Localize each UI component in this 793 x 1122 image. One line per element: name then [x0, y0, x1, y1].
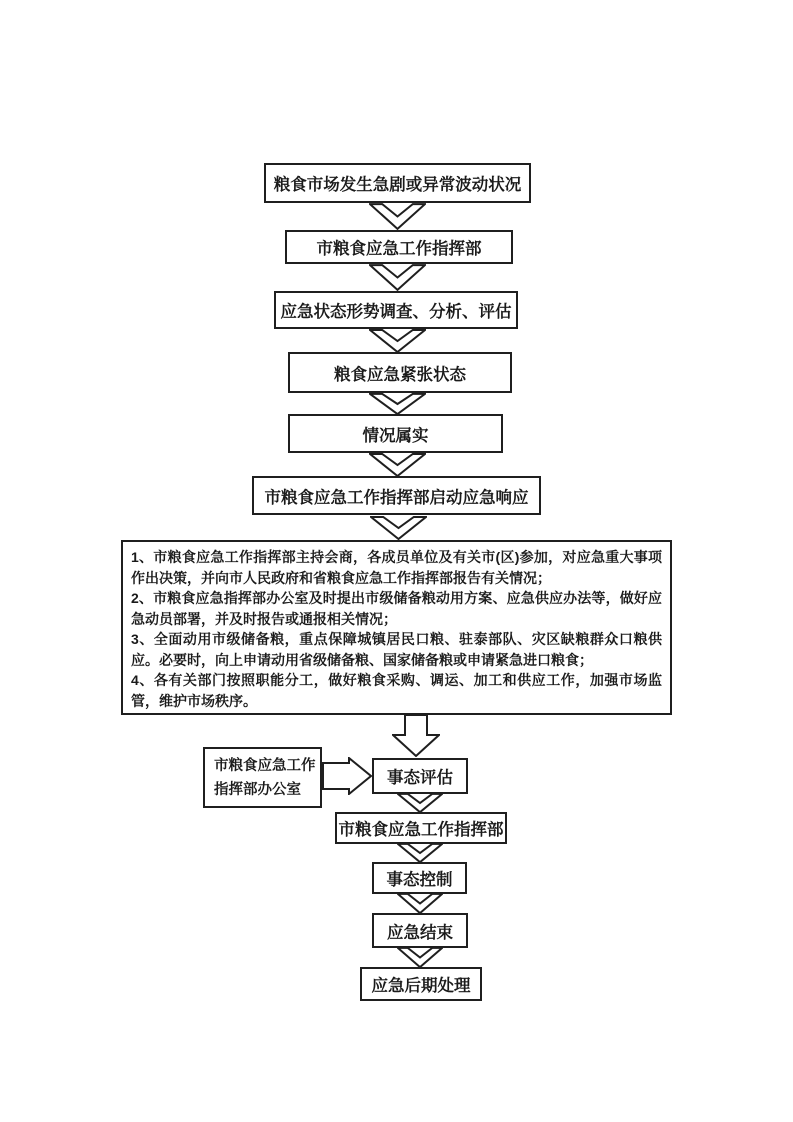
node-tension-state	[288, 352, 512, 393]
chevron-down-arrow-icon	[397, 947, 443, 968]
chevron-down-arrow-icon	[369, 393, 426, 415]
chevron-down-arrow-icon	[369, 203, 426, 230]
node-office	[203, 747, 322, 808]
block-arrow-down-icon	[392, 714, 440, 757]
chevron-down-arrow-icon	[369, 329, 426, 353]
node-activate-response	[252, 476, 541, 515]
node-end-label: 应急结束	[387, 923, 453, 942]
node-command-center-2	[335, 812, 507, 844]
node-assessment-label: 事态评估	[387, 769, 453, 787]
chevron-down-arrow-icon	[370, 516, 427, 540]
node-post-handling	[360, 967, 482, 1001]
node-investigation-label: 应急状态形势调查、分析、评估	[280, 303, 512, 321]
chevron-down-arrow-icon	[397, 793, 443, 813]
detail-item-2: 2、市粮食应急指挥部办公室及时提出市级储备粮动用方案、应急供应办法等，做好应急动员部署，并及时报告或通报相关情况；	[131, 590, 662, 627]
chevron-down-arrow-icon	[369, 264, 426, 291]
detail-box-response-measures	[121, 540, 672, 715]
node-situation-verified	[288, 414, 503, 453]
chevron-down-arrow-icon	[397, 893, 443, 914]
node-command-center-2-label: 市粮食应急工作指挥部	[338, 821, 504, 839]
node-tension-state-label: 粮食应急紧张状态	[334, 365, 466, 384]
detail-item-4: 4、各有关部门按照职能分工，做好粮食采购、调运、加工和供应工作，加强市场监管，维护市场秩序。	[131, 672, 662, 709]
node-office-label: 市粮食应急工作指挥部办公室	[214, 757, 316, 798]
node-command-center-label: 市粮食应急工作指挥部	[316, 240, 482, 258]
node-control	[372, 862, 467, 894]
detail-item-1: 1、市粮食应急工作指挥部主持会商，各成员单位及有关市(区)参加，对应急重大事项作出决策，并向市人民政府和省粮食应急工作指挥部报告有关情况；	[131, 549, 662, 586]
detail-item-3: 3、全面动用市级储备粮，重点保障城镇居民口粮、驻泰部队、灾区缺粮群众口粮供应。必要时，向上申请动用省级储备粮、国家储备粮或申请紧急进口粮食；	[131, 631, 662, 668]
node-activate-response-label: 市粮食应急工作指挥部启动应急响应	[264, 488, 529, 507]
chevron-down-arrow-icon	[369, 453, 426, 477]
node-market-fluctuation-label: 粮食市场发生急剧或异常波动状况	[273, 176, 522, 194]
node-investigation	[274, 291, 518, 329]
node-assessment	[372, 758, 468, 794]
node-end	[372, 913, 468, 948]
node-market-fluctuation	[264, 163, 531, 203]
node-post-handling-label: 应急后期处理	[371, 977, 471, 995]
chevron-down-arrow-icon	[397, 843, 443, 863]
node-control-label: 事态控制	[386, 871, 453, 889]
node-situation-verified-label: 情况属实	[362, 426, 429, 445]
arrow-right-icon	[322, 757, 372, 795]
node-command-center	[285, 230, 513, 264]
